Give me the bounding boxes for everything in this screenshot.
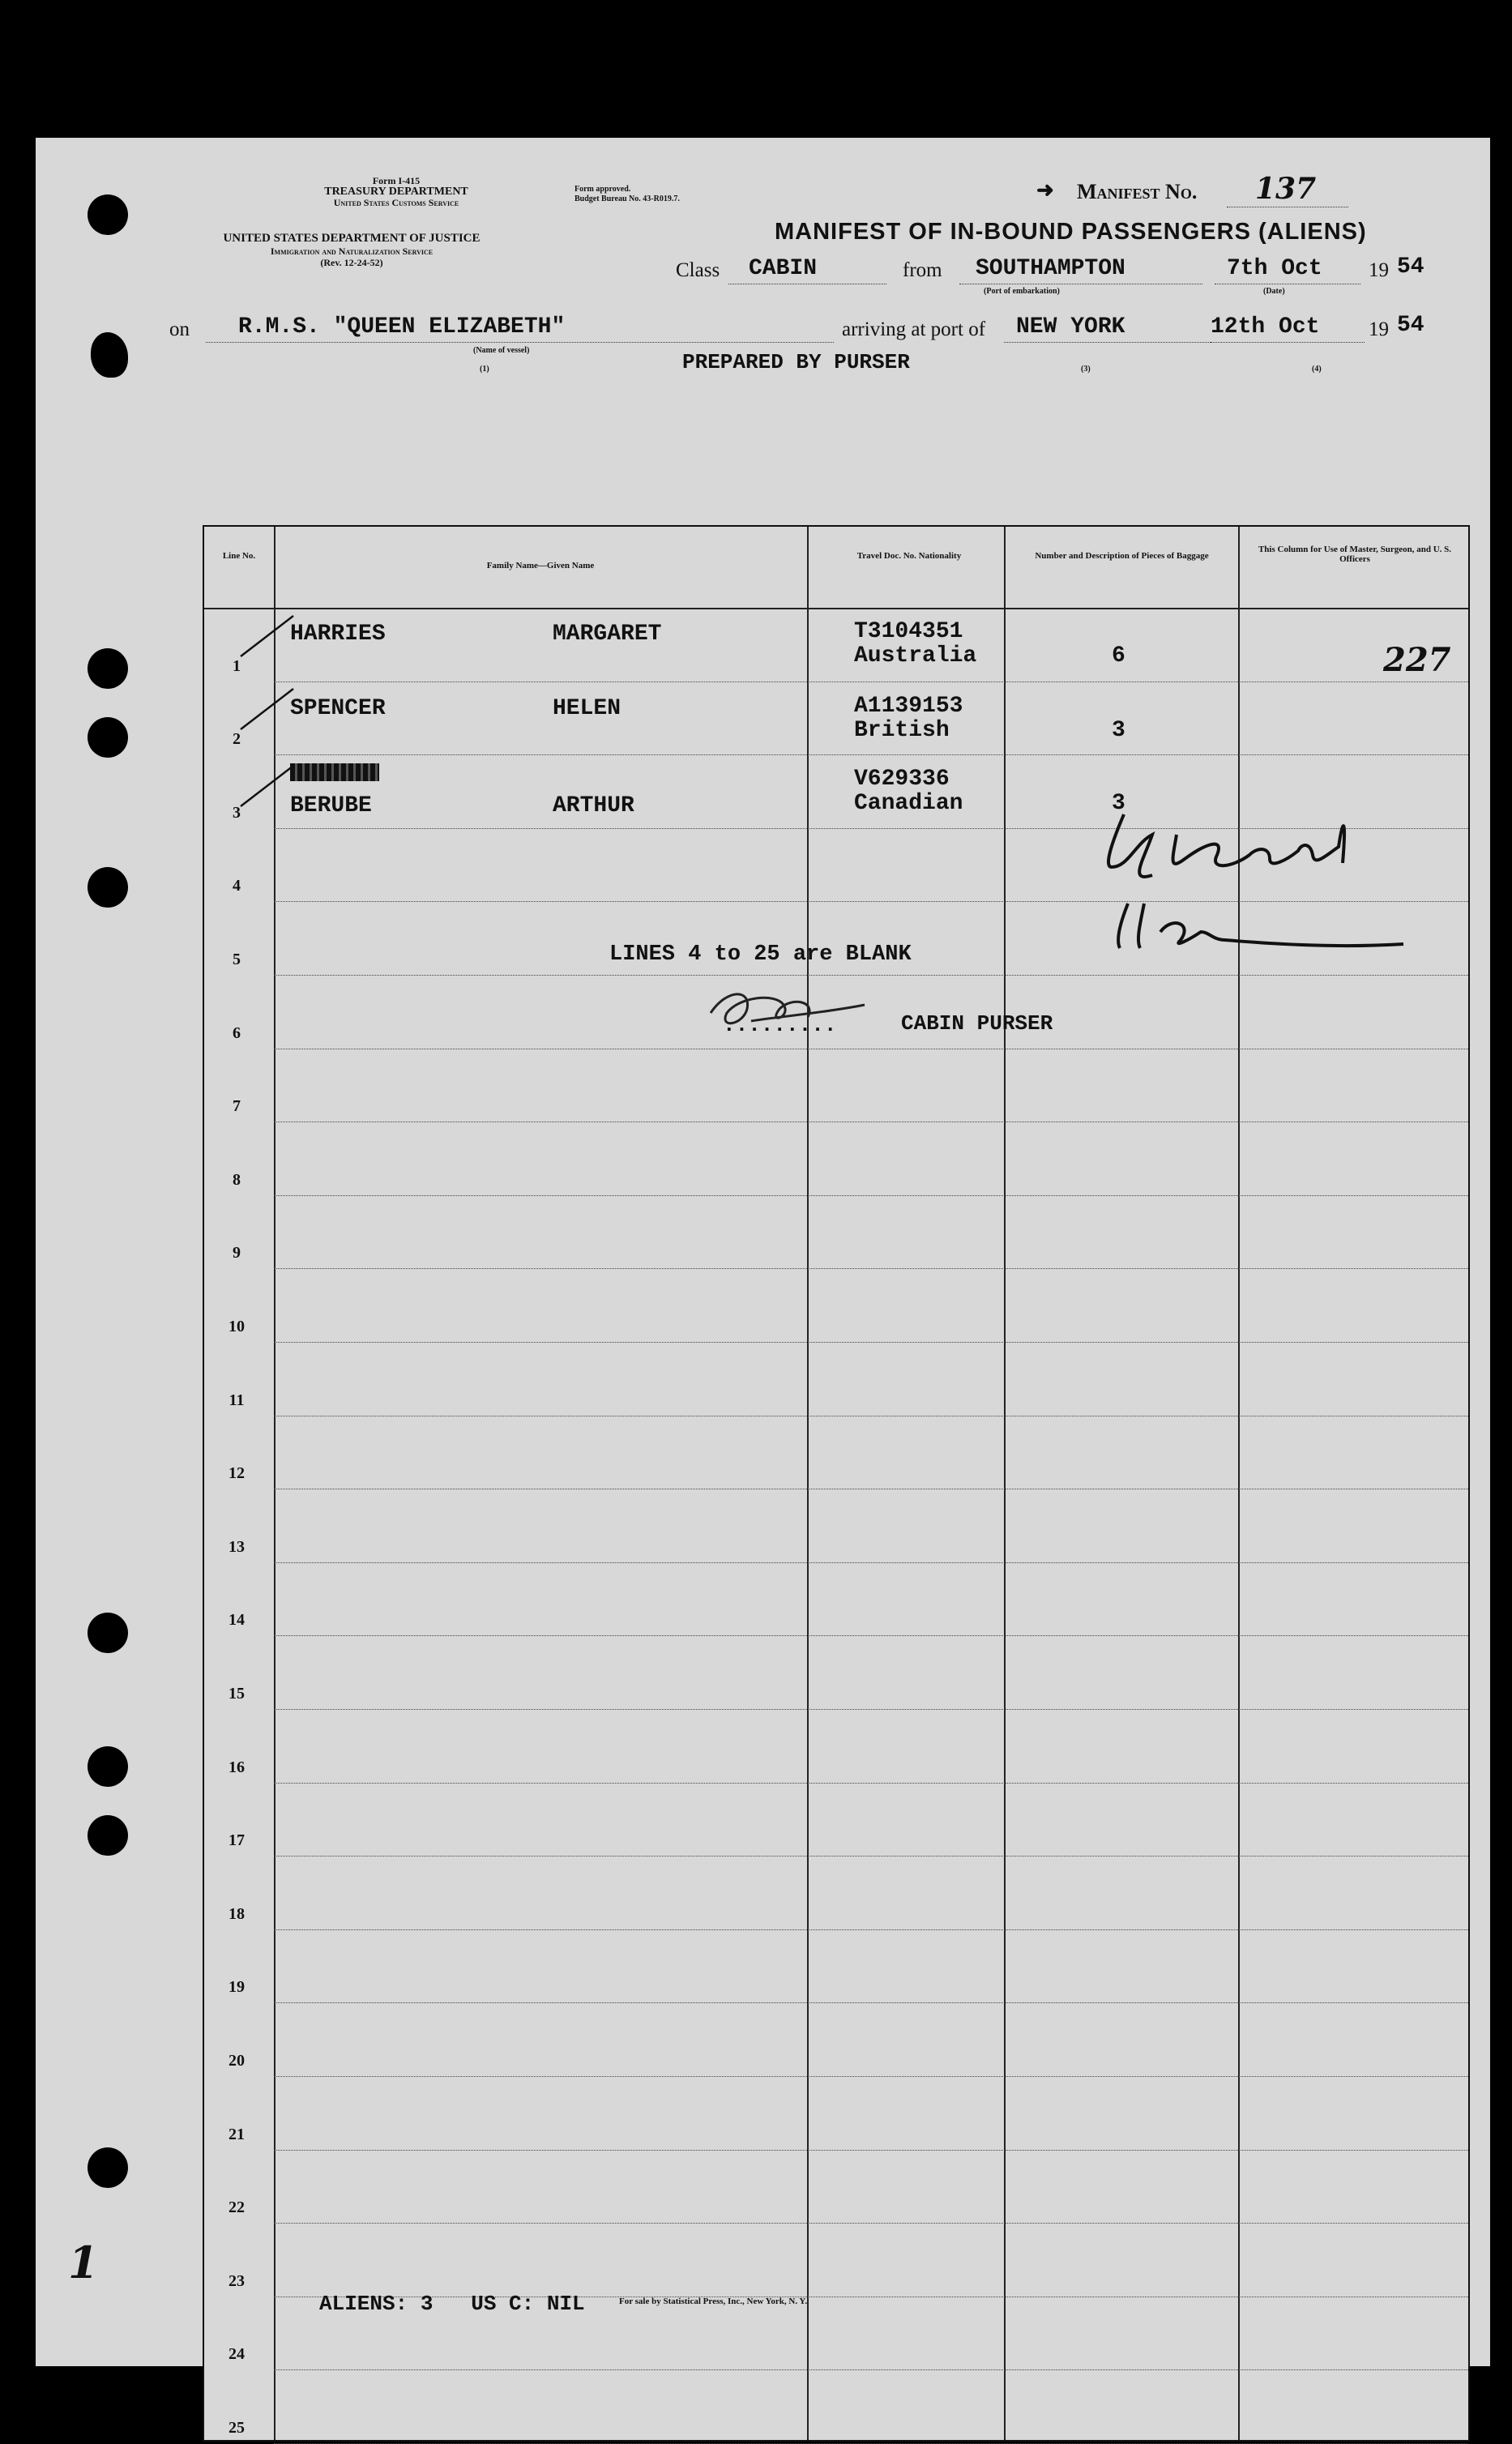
row-rule: [274, 1635, 1468, 1636]
line-number: 8: [233, 1170, 241, 1189]
col-divider: [274, 527, 275, 2440]
purser-dots: .........: [723, 1013, 837, 1037]
given-name: HELEN: [553, 696, 621, 721]
date-caption: (Date): [1263, 287, 1285, 296]
blank-lines-note: LINES 4 to 25 are BLANK: [609, 942, 912, 967]
punch-hole: [88, 1613, 128, 1653]
baggage-count: 6: [1112, 643, 1125, 669]
given-name: MARGARET: [553, 622, 662, 647]
form-number: Form I-415: [372, 175, 421, 186]
col-divider: [1004, 527, 1006, 2440]
line-number: 14: [229, 1611, 245, 1630]
treasury-dept: TREASURY DEPARTMENT: [324, 186, 468, 198]
vessel-caption: (Name of vessel): [473, 346, 530, 355]
line-number: 22: [229, 2198, 245, 2217]
travel-doc: A1139153: [854, 694, 963, 719]
check-mark-icon: [237, 762, 301, 810]
line-number: 23: [229, 2271, 245, 2290]
header-travel: Travel Doc. No. Nationality: [856, 551, 962, 561]
line-number: 24: [229, 2345, 245, 2364]
row-rule: [274, 2076, 1468, 2077]
punch-hole: [88, 1815, 128, 1856]
punch-hole-partial: [91, 332, 128, 378]
class-label: Class: [676, 259, 720, 281]
row-rule: [274, 1929, 1468, 1930]
ins-service: Immigration and Naturalization Service: [270, 246, 434, 257]
nationality: Canadian: [854, 791, 963, 816]
family-name: HARRIES: [290, 622, 386, 647]
row-rule: [274, 1709, 1468, 1710]
line-number: 3: [233, 803, 241, 822]
row-rule: [274, 1268, 1468, 1269]
arrival-year-suffix: 54: [1397, 313, 1424, 338]
caption-1: (1): [480, 365, 489, 374]
row-rule: [274, 2150, 1468, 2151]
header-name: Family Name—Given Name: [486, 561, 595, 570]
header-officers: This Column for Use of Master, Surgeon, and U. S. Officers: [1258, 545, 1452, 564]
line-number: 18: [229, 1904, 245, 1923]
line-number: 13: [229, 1537, 245, 1556]
row-rule: [274, 1342, 1468, 1343]
budget-bureau: Budget Bureau No. 43-R019.7.: [574, 194, 680, 203]
caption-4: (4): [1312, 365, 1322, 374]
manifest-title: MANIFEST OF IN-BOUND PASSENGERS (ALIENS): [775, 219, 1367, 245]
line-number: 7: [233, 1097, 241, 1116]
given-name: ARTHUR: [553, 793, 634, 818]
from-label: from: [903, 259, 942, 281]
arrival-port: NEW YORK: [1016, 314, 1125, 340]
punch-hole: [88, 2147, 128, 2188]
row-rule: [274, 2369, 1468, 2370]
baggage-count: 3: [1112, 791, 1125, 816]
arriving-label: arriving at port of: [842, 318, 986, 340]
printer-credit: For sale by Statistical Press, Inc., New York, N. Y.: [619, 2297, 808, 2306]
punch-hole: [88, 1746, 128, 1787]
line-number: 11: [229, 1391, 245, 1409]
family-name: SPENCER: [290, 696, 386, 721]
punch-hole: [88, 648, 128, 689]
arrival-date-line: [1211, 342, 1365, 343]
row-rule: [274, 2223, 1468, 2224]
line-number: 1: [233, 656, 241, 675]
row-rule: [274, 1562, 1468, 1563]
line-number: 4: [233, 877, 241, 895]
punch-hole: [88, 194, 128, 235]
row-rule: [274, 1195, 1468, 1196]
line-number: 25: [229, 2419, 245, 2437]
justice-dept: UNITED STATES DEPARTMENT OF JUSTICE: [223, 232, 481, 245]
header-line-no: Line No.: [222, 551, 256, 561]
punch-hole: [88, 867, 128, 908]
prepared-by: PREPARED BY PURSER: [682, 350, 910, 374]
line-number: 6: [233, 1023, 241, 1042]
form-approved: Form approved.: [574, 185, 631, 194]
family-name: BERUBE: [290, 793, 372, 818]
manifest-page: [36, 138, 1490, 2437]
line-number: 21: [229, 2125, 245, 2143]
nationality: Australia: [854, 643, 977, 669]
travel-doc: V629336: [854, 767, 950, 792]
header-rule: [204, 608, 1468, 609]
arrow-icon: ➜: [1036, 178, 1054, 202]
year-prefix: 19: [1369, 259, 1389, 281]
row-rule: [274, 1783, 1468, 1784]
line-number: 15: [229, 1685, 245, 1703]
check-mark-icon: [237, 612, 301, 660]
col-divider: [807, 527, 809, 2440]
arrival-year-prefix: 19: [1369, 318, 1389, 340]
baggage-count: 3: [1112, 718, 1125, 743]
purser-title: CABIN PURSER: [901, 1011, 1053, 1036]
caption-3: (3): [1081, 365, 1091, 374]
manifest-number: 137: [1255, 172, 1317, 206]
vessel-name: R.M.S. "QUEEN ELIZABETH": [238, 314, 566, 340]
port-caption: (Port of embarkation): [984, 287, 1060, 296]
line-number: 20: [229, 2052, 245, 2070]
line-number: 10: [229, 1318, 245, 1335]
vessel-line: [206, 342, 834, 343]
check-mark-icon: [237, 685, 301, 733]
line-number: 5: [233, 951, 241, 968]
revision: (Rev. 12-24-52): [320, 257, 383, 268]
struck-out-name: [290, 763, 379, 781]
punch-hole: [88, 717, 128, 758]
margin-page-number: 1: [68, 2237, 99, 2288]
header-baggage: Number and Description of Pieces of Baggage: [1035, 551, 1209, 561]
manifest-label: Manifest No.: [1077, 180, 1198, 203]
nationality: British: [854, 718, 950, 743]
aliens-total: ALIENS: 3 US C: NIL: [319, 2292, 585, 2316]
arrival-date: 12th Oct: [1211, 314, 1320, 340]
line-number: 9: [233, 1244, 241, 1263]
departure-date: 7th Oct: [1227, 256, 1322, 281]
line-number: 16: [229, 1758, 245, 1776]
year-suffix: 54: [1397, 254, 1424, 280]
line-number: 19: [229, 1978, 245, 1997]
on-label: on: [169, 318, 190, 340]
passenger-table: [203, 525, 1470, 2442]
class-value: CABIN: [749, 256, 818, 281]
travel-doc: T3104351: [854, 619, 963, 644]
row-rule: [274, 754, 1468, 755]
row-rule: [274, 2002, 1468, 2003]
arrival-port-line: [1004, 342, 1211, 343]
line-number: 2: [233, 730, 241, 749]
line-number: 12: [229, 1464, 245, 1483]
embark-port: SOUTHAMPTON: [976, 256, 1125, 281]
customs-service: United States Customs Service: [333, 197, 459, 208]
officer-note: 227: [1383, 641, 1451, 679]
officer-signature-icon: [1096, 810, 1452, 997]
line-number: 17: [229, 1831, 245, 1850]
